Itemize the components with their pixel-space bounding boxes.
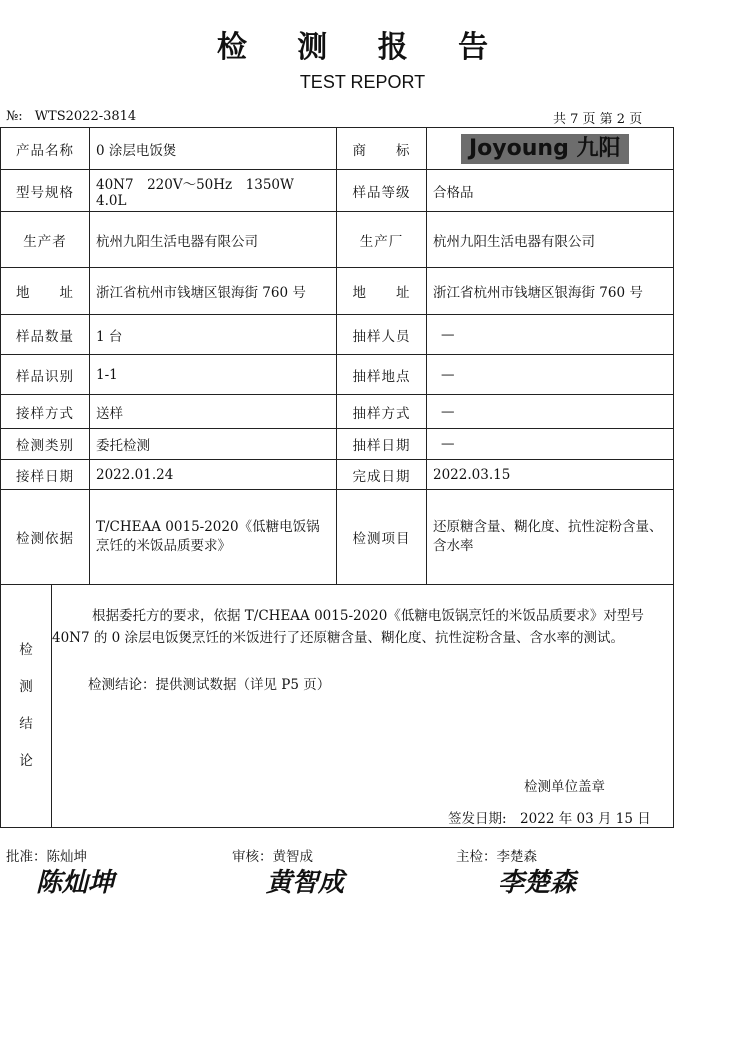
receive-method-value: 送样 <box>90 395 337 429</box>
receive-date-value: 2022.01.24 <box>90 460 337 490</box>
address2-label: 地 址 <box>337 268 427 315</box>
report-title-en: TEST REPORT <box>299 72 426 92</box>
quantity-label: 样品数量 <box>1 315 90 355</box>
test-type-label: 检测类别 <box>1 429 90 460</box>
review-signature: 黄智成 <box>266 868 345 898</box>
receive-method-label: 接样方式 <box>1 395 90 429</box>
inspect-signature: 李楚森 <box>498 868 577 898</box>
report-number-value: WTS2022-3814 <box>34 109 137 124</box>
grade-label: 样品等级 <box>337 170 427 212</box>
items-label: 检测项目 <box>337 490 427 585</box>
brand-label: 商 标 <box>337 128 427 170</box>
product-name-label: 产品名称 <box>1 128 90 170</box>
sampler-value: — <box>427 315 674 355</box>
receive-date-label: 接样日期 <box>1 460 90 490</box>
product-name-value: 0 涂层电饭煲 <box>90 128 337 170</box>
address2-value: 浙江省杭州市钱塘区银海街 760 号 <box>427 268 674 315</box>
conclusion-side-char: 论 <box>19 753 33 769</box>
conclusion-body <box>52 585 673 825</box>
complete-date-value: 2022.03.15 <box>427 460 674 490</box>
sample-method-value: — <box>427 395 674 429</box>
model-label: 型号规格 <box>1 170 90 212</box>
approve-signature: 陈灿坤 <box>36 868 115 898</box>
sample-id-label: 样品识别 <box>1 355 90 395</box>
complete-date-label: 完成日期 <box>337 460 427 490</box>
address-value: 浙江省杭州市钱塘区银海街 760 号 <box>90 268 337 315</box>
report-number <box>6 109 136 124</box>
report-table <box>0 127 674 828</box>
conclusion-side-char: 测 <box>19 679 33 695</box>
producer-value: 杭州九阳生活电器有限公司 <box>90 212 337 268</box>
sample-place-value: — <box>427 355 674 395</box>
page-info: 共 7 页 第 2 页 <box>553 112 643 127</box>
conclusion-seal: 检测单位盖章 <box>524 779 605 795</box>
grade-value: 合格品 <box>427 170 674 212</box>
inspect-label: 主检：李楚森 <box>456 849 537 865</box>
sample-place-label: 抽样地点 <box>337 355 427 395</box>
report-title-cn: 检 测 报 告 <box>216 30 509 65</box>
conclusion-side-char: 结 <box>19 716 33 732</box>
address-label: 地 址 <box>1 268 90 315</box>
brand-cell <box>427 128 674 170</box>
basis-label: 检测依据 <box>1 490 90 585</box>
conclusion-paragraph: 根据委托方的要求，依据 T/CHEAA 0015-2020《低糖电饭锅烹饪的米饭品质要求》对型号 40N7 的 0 涂层电饭煲烹饪的米饭进行了还原糖含量、糊化度、抗性淀粉含量、含水率的测试。 <box>52 608 644 646</box>
approve-label: 批准：陈灿坤 <box>6 849 87 865</box>
factory-value: 杭州九阳生活电器有限公司 <box>427 212 674 268</box>
basis-value: T/CHEAA 0015-2020《低糖电饭锅烹饪的米饭品质要求》 <box>90 490 337 585</box>
sample-date-label: 抽样日期 <box>337 429 427 460</box>
producer-label: 生产者 <box>1 212 90 268</box>
items-value: 还原糖含量、糊化度、抗性淀粉含量、含水率 <box>427 490 674 585</box>
conclusion-side-char: 检 <box>19 642 33 658</box>
conclusion-section <box>1 585 674 828</box>
test-type-value: 委托检测 <box>90 429 337 460</box>
report-number-label: №: <box>6 109 23 124</box>
review-label: 审核：黄智成 <box>232 849 313 865</box>
sample-date-value: — <box>427 429 674 460</box>
sampler-label: 抽样人员 <box>337 315 427 355</box>
sample-id-value: 1-1 <box>90 355 337 395</box>
model-value: 40N7 220V～50Hz 1350W 4.0L <box>90 170 337 212</box>
conclusion-result: 检测结论：提供测试数据（详见 P5 页） <box>88 677 331 693</box>
brand-logo: Joyoung 九阳 <box>461 134 629 164</box>
conclusion-issue-date: 签发日期: 2022 年 03 月 15 日 <box>448 811 651 827</box>
factory-label: 生产厂 <box>337 212 427 268</box>
quantity-value: 1 台 <box>90 315 337 355</box>
sample-method-label: 抽样方式 <box>337 395 427 429</box>
